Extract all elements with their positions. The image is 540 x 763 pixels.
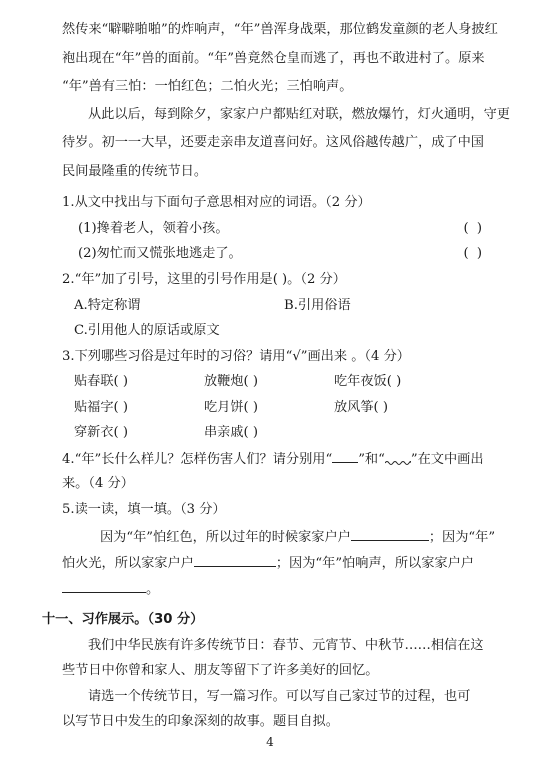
custom-item[interactable]: 吃月饼( )	[204, 400, 259, 415]
fill-blank[interactable]	[62, 579, 146, 593]
story-line: 从此以后，每到除夕，家家户户都贴红对联，燃放爆竹，灯火通明，守更	[88, 107, 510, 122]
question-5-line	[100, 527, 495, 546]
question-4-text: ”在文中画出	[410, 452, 484, 467]
custom-item[interactable]: 吃年夜饭( )	[334, 374, 402, 389]
story-line: 然传来“噼噼啪啪”的炸响声，“年”兽浑身战栗，那位鹤发童颜的老人身披红	[62, 22, 498, 37]
story-line: 袍出现在“年”兽的面前。“年”兽竟然仓皇而逃了，再也不敢进村了。原来	[62, 51, 485, 66]
section-11-text: 些节日中你曾和家人、朋友等留下了许多美好的回忆。	[62, 663, 379, 678]
page-number: 4	[266, 735, 274, 749]
question-5-line	[62, 553, 474, 572]
option-b[interactable]: B.引用俗语	[284, 298, 351, 313]
custom-item[interactable]: 贴春联( )	[74, 374, 129, 389]
option-c[interactable]: C.引用他人的原话或原文	[74, 323, 220, 338]
section-11-text: 我们中华民族有许多传统节日：春节、元宵节、中秋节……相信在这	[88, 638, 484, 653]
custom-item[interactable]: 放风筝( )	[334, 400, 389, 415]
question-4-title	[62, 450, 484, 468]
question-1-title: 1.从文中找出与下面句子意思相对应的词语。（2 分）	[62, 195, 371, 210]
question-5-text: 怕火光，所以家家户户	[62, 556, 194, 571]
section-11-title: 十一、习作展示。（30 分）	[42, 612, 204, 627]
custom-item[interactable]: 放鞭炮( )	[204, 374, 259, 389]
question-5-text: ；因为“年”	[428, 530, 496, 545]
wavy-underline-mark	[385, 451, 411, 463]
question-1-item-text: (1)搀着老人，领着小孩。	[78, 221, 229, 236]
answer-brackets[interactable]: ( )	[463, 246, 484, 261]
fill-blank[interactable]	[194, 553, 276, 567]
story-line: 待岁。初一一大早，还要走亲串友道喜问好。这风俗越传越广，成了中国	[62, 135, 484, 150]
question-5-text: ；因为“年”怕响声，所以家家户户	[275, 556, 474, 571]
question-3-title: 3.下列哪些习俗是过年时的习俗？请用“√”画出来 。（4 分）	[62, 349, 410, 364]
answer-brackets[interactable]: ( )	[463, 221, 484, 236]
story-line: “年”兽有三怕：一怕红色；二怕火光；三怕响声。	[62, 79, 353, 94]
question-1-item	[78, 246, 484, 262]
question-4-text: ”和“	[358, 452, 385, 467]
custom-item[interactable]: 贴福字( )	[74, 400, 129, 415]
custom-item[interactable]: 串亲戚( )	[204, 425, 259, 440]
question-4-text: 4.“年”长什么样儿？怎样伤害人们？请分别用“	[62, 452, 333, 467]
story-line: 民间最隆重的传统节日。	[62, 164, 208, 179]
straight-underline-mark	[332, 450, 358, 463]
question-1-item-text: (2)匆忙而又慌张地逃走了。	[78, 246, 242, 261]
section-11-text: 以写节日中发生的印象深刻的故事。题目自拟。	[62, 714, 339, 729]
question-5-text: 。	[146, 582, 160, 597]
fill-blank[interactable]	[351, 527, 429, 541]
section-11-text: 请选一个传统节日，写一篇习作。可以写自己家过节的过程，也可	[88, 689, 471, 704]
question-2-title: 2.“年”加了引号，这里的引号作用是( )。（2 分）	[62, 272, 346, 287]
question-5-line	[62, 579, 159, 598]
question-5-title: 5.读一读，填一填。（3 分）	[62, 502, 226, 517]
question-4-line2: 来。（4 分）	[62, 476, 134, 491]
question-1-item	[78, 221, 484, 237]
option-a[interactable]: A.特定称谓	[74, 298, 141, 313]
question-5-text: 因为“年”怕红色，所以过年的时候家家户户	[100, 530, 351, 545]
custom-item[interactable]: 穿新衣( )	[74, 425, 129, 440]
